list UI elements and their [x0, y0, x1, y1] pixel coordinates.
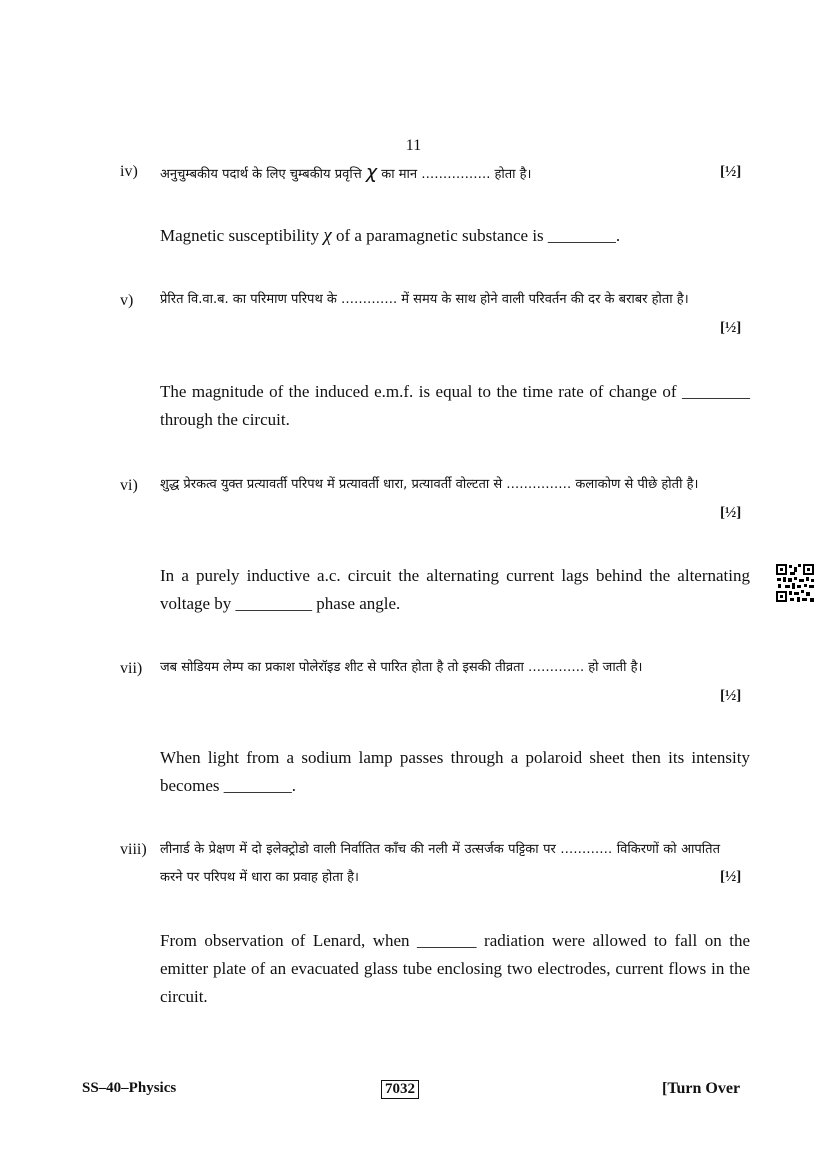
question-hindi-text: प्रेरित वि.वा.ब. का परिमाण परिपथ के …………. में समय के साथ होने वाली परिवर्तन की दर के बराबर होता है।	[160, 292, 689, 307]
question-english-text	[160, 222, 750, 250]
english-text-part: Magnetic susceptibility	[160, 226, 320, 245]
marks-label: [½]	[720, 688, 742, 704]
question-number: vii)	[120, 660, 143, 677]
paper-code: SS–40–Physics	[82, 1080, 177, 1096]
question-hindi-text	[160, 158, 750, 189]
question-hindi-text: लीनार्ड के प्रेक्षण में दो इलेक्ट्रोडो वाली निर्वातित काँच की नली में उत्सर्जक पट्टिका पर ………… विकिरणों को आपतित करने पर परिपथ में धारा का प्रवाह होता है।	[160, 842, 720, 885]
chi-symbol: χ	[365, 161, 378, 183]
hindi-text-part: अनुचुम्बकीय पदार्थ के लिए चुम्बकीय प्रवृत्ति	[160, 167, 362, 182]
qr-code-icon	[775, 563, 815, 603]
hindi-text-part: का मान ……………. होता है।	[381, 167, 532, 182]
turn-over-label: [Turn Over	[662, 1080, 741, 1097]
question-english-text: From observation of Lenard, when _______ radiation were allowed to fall on the emitter plate of an evacuated glass tube enclosing two electrodes, current flows in the circuit.	[160, 931, 750, 1006]
question-number: v)	[120, 292, 134, 309]
question-hindi-text: जब सोडियम लेम्प का प्रकाश पोलेरॉइड शीट से पारित होता है तो इसकी तीव्रता …………. हो जाती है।	[160, 660, 643, 675]
marks-label: [½]	[720, 164, 742, 180]
question-number: iv)	[120, 163, 138, 180]
booklet-number-box: 7032	[381, 1080, 419, 1099]
marks-label: [½]	[720, 320, 742, 336]
page-number: 11	[405, 137, 422, 154]
english-text-part: of a paramagnetic substance is ________.	[335, 226, 621, 245]
question-number: vi)	[120, 477, 138, 494]
marks-label: [½]	[720, 505, 742, 521]
question-english-text: In a purely inductive a.c. circuit the alternating current lags behind the alternating voltage by _________ phase angle.	[160, 566, 750, 613]
question-english-text: When light from a sodium lamp passes through a polaroid sheet then its intensity becomes ________.	[160, 748, 750, 795]
marks-label: [½]	[720, 869, 742, 885]
question-number: viii)	[120, 841, 147, 858]
chi-symbol: χ	[323, 225, 332, 246]
question-english-text: The magnitude of the induced e.m.f. is equal to the time rate of change of ________ through the circuit.	[160, 382, 750, 429]
question-hindi-text: शुद्ध प्रेरकत्व युक्त प्रत्यावर्ती परिपथ में प्रत्यावर्ती धारा, प्रत्यावर्ती वोल्टता से …………… कलाकोण से पीछे होती है।	[160, 477, 699, 492]
